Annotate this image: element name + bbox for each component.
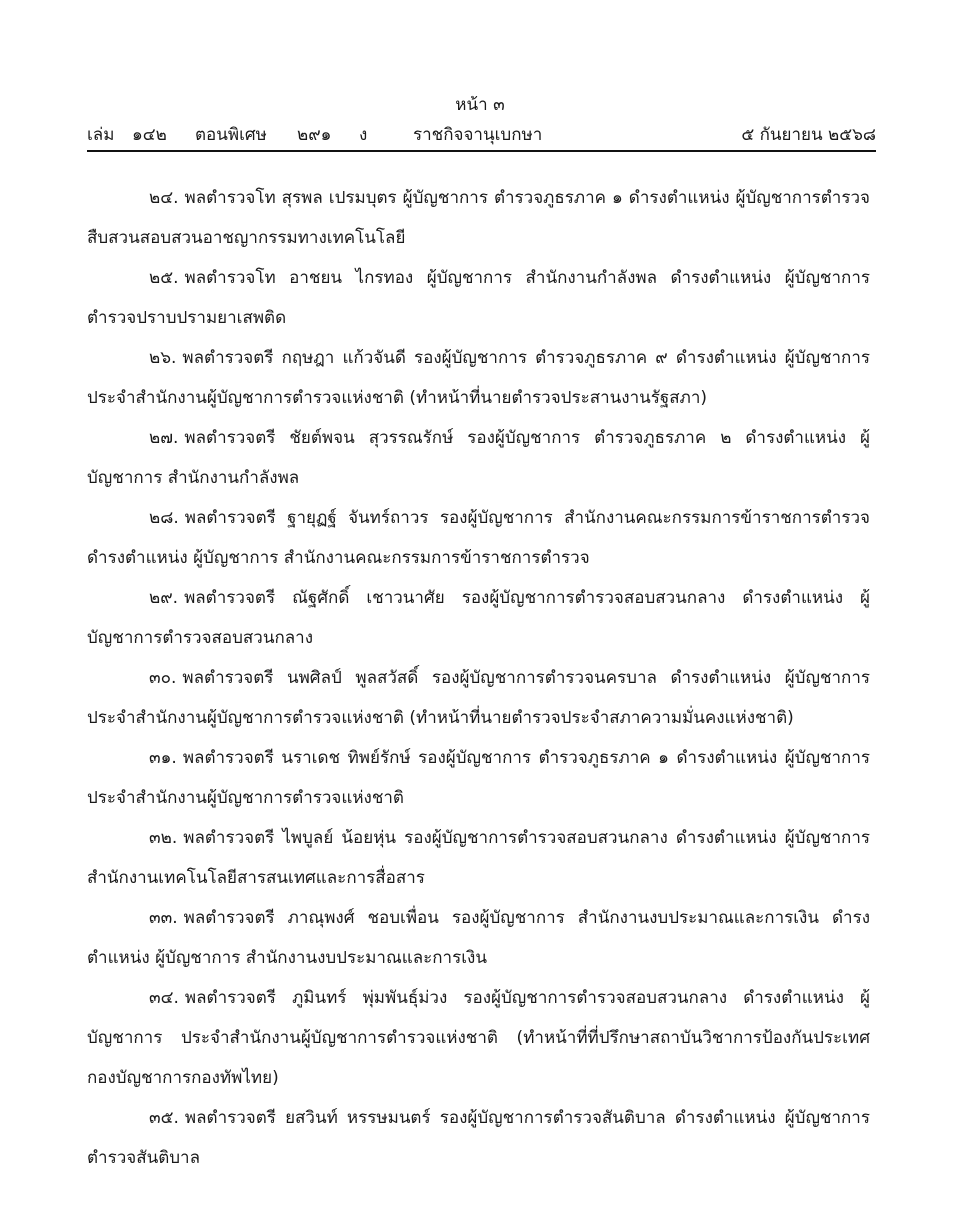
volume-number: ๑๔๒ [132,125,167,145]
item-text: พลตำรวจตรี ณัฐศักดิ์ เชาวนาศัย รองผู้บัญชาการตำรวจสอบสวนกลาง ดำรงตำแหน่ง ผู้บัญชาการตำรวจสอบสวนกลาง [87,588,870,648]
volume-label: เล่ม [87,125,115,145]
issue-label: ตอนพิเศษ [195,125,267,145]
list-item [87,418,870,498]
item-number: ๒๖. [149,348,177,368]
item-number: ๒๘. [149,508,179,528]
list-item [87,658,870,738]
list-item [87,978,870,1098]
appointment-list [87,178,870,1178]
item-text: พลตำรวจตรี กฤษฎา แก้วจันดี รองผู้บัญชาการ ตำรวจภูธรภาค ๙ ดำรงตำแหน่ง ผู้บัญชาการ ประจำสำนักงานผู้บัญชาการตำรวจแห่งชาติ (ทำหน้าที่นายตำรวจประสานงานรัฐสภา) [87,348,870,408]
item-number: ๓๓. [149,908,178,928]
item-number: ๓๒. [149,828,178,848]
list-item [87,498,870,578]
list-item [87,338,870,418]
item-text: พลตำรวจตรี ภาณุพงศ์ ชอบเพื่อน รองผู้บัญชาการ สำนักงานงบประมาณและการเงิน ดำรงตำแหน่ง ผู้บัญชาการ สำนักงานงบประมาณและการเงิน [87,908,870,968]
item-number: ๒๙. [149,588,179,608]
item-number: ๓๐. [149,668,177,688]
item-text: พลตำรวจโท อาชยน ไกรทอง ผู้บัญชาการ สำนักงานกำลังพล ดำรงตำแหน่ง ผู้บัญชาการตำรวจปราบปรามยาเสพติด [87,268,870,328]
item-number: ๒๔. [149,188,179,208]
list-item [87,738,870,818]
list-item [87,578,870,658]
item-text: พลตำรวจตรี นพศิลป์ พูลสวัสดิ์ รองผู้บัญชาการตำรวจนครบาล ดำรงตำแหน่ง ผู้บัญชาการ ประจำสำนักงานผู้บัญชาการตำรวจแห่งชาติ (ทำหน้าที่นายตำรวจประจำสภาความมั่นคงแห่งชาติ) [87,668,870,728]
list-item [87,818,870,898]
item-text: พลตำรวจตรี นราเดช ทิพย์รักษ์ รองผู้บัญชาการ ตำรวจภูธรภาค ๑ ดำรงตำแหน่ง ผู้บัญชาการ ประจำสำนักงานผู้บัญชาการตำรวจแห่งชาติ [87,748,870,808]
item-number: ๓๑. [149,748,177,768]
list-item [87,178,870,258]
issue-number: ๒๙๑ [297,125,332,145]
item-number: ๓๔. [149,988,179,1008]
header-divider [87,150,876,152]
issue-suffix: ง [359,125,368,145]
item-number: ๓๕. [149,1108,179,1128]
item-text: พลตำรวจตรี ชัยต์พจน สุวรรณรักษ์ รองผู้บัญชาการ ตำรวจภูธรภาค ๒ ดำรงตำแหน่ง ผู้บัญชาการ สำนักงานกำลังพล [87,428,870,488]
list-item [87,1098,870,1178]
item-text: พลตำรวจตรี ภูมินทร์ พุ่มพันธุ์ม่วง รองผู้บัญชาการตำรวจสอบสวนกลาง ดำรงตำแหน่ง ผู้บัญชาการ ประจำสำนักงานผู้บัญชาการตำรวจแห่งชาติ (ทำหน้าที่ที่ปรึกษาสถาบันวิชาการป้องกันประเทศ กองบัญชาการกองทัพไทย) [87,988,870,1088]
item-text: พลตำรวจตรี ฐายุฏฐ์ จันทร์ถาวร รองผู้บัญชาการ สำนักงานคณะกรรมการข้าราชการตำรวจ ดำรงตำแหน่ง ผู้บัญชาการ สำนักงานคณะกรรมการข้าราชการตำรวจ [87,508,870,568]
page-number: หน้า ๓ [455,95,505,115]
list-item [87,898,870,978]
publication-date: ๕ กันยายน ๒๕๖๘ [741,125,876,145]
gazette-title: ราชกิจจานุเบกษา [413,125,543,145]
item-number: ๒๗. [149,428,179,448]
list-item [87,258,870,338]
gazette-header [87,124,876,146]
item-number: ๒๕. [149,268,179,288]
item-text: พลตำรวจโท สุรพล เปรมบุตร ผู้บัญชาการ ตำรวจภูธรภาค ๑ ดำรงตำแหน่ง ผู้บัญชาการตำรวจสืบสวนสอบสวนอาชญากรรมทางเทคโนโลยี [87,188,870,248]
item-text: พลตำรวจตรี ไพบูลย์ น้อยหุ่น รองผู้บัญชาการตำรวจสอบสวนกลาง ดำรงตำแหน่ง ผู้บัญชาการ สำนักงานเทคโนโลยีสารสนเทศและการสื่อสาร [87,828,870,888]
item-text: พลตำรวจตรี ยสวินท์ หรรษมนตร์ รองผู้บัญชาการตำรวจสันติบาล ดำรงตำแหน่ง ผู้บัญชาการตำรวจสันติบาล [87,1108,870,1168]
